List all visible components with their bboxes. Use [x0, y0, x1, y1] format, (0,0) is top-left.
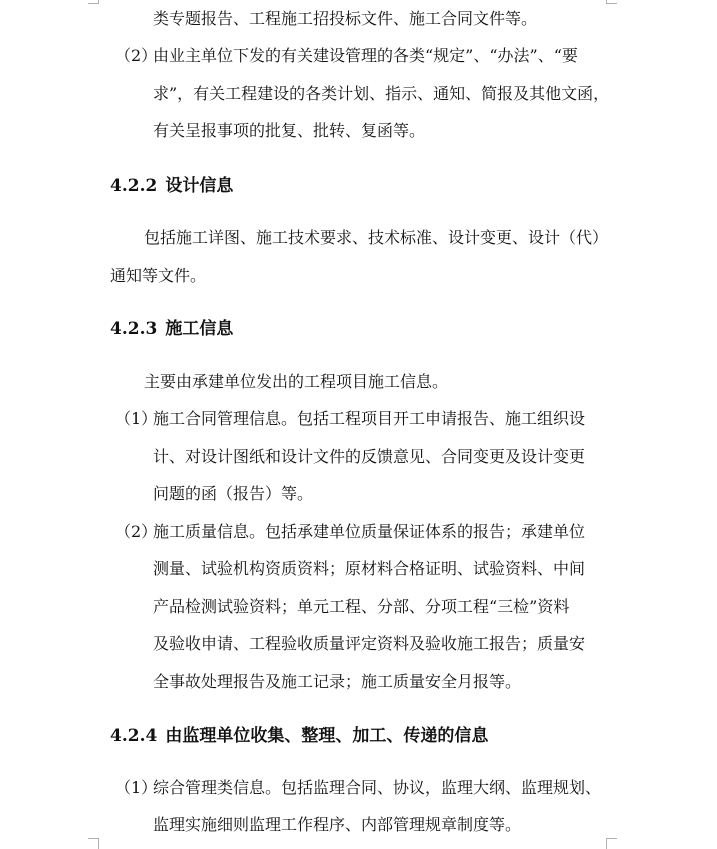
list-item-line: 施工合同管理信息。包括工程项目开工申请报告、施工组织设 [153, 409, 586, 428]
list-item-line: 由业主单位下发的有关建设管理的各类“规定”、“办法”、“要 [153, 46, 578, 65]
list-item-line: 有关呈报事项的批复、批转、复函等。 [153, 121, 426, 140]
list-item-line: 综合管理类信息。包括监理合同、协议，监理大纲、监理规划、 [153, 778, 602, 797]
paragraph-line: 通知等文件。 [110, 266, 207, 285]
list-item-line: 监理实施细则监理工作程序、内部管理规章制度等。 [153, 815, 522, 834]
paragraph-line: 包括施工详图、施工技术要求、技术标准、设计变更、设计（代） [144, 228, 609, 247]
list-item-line: 及验收申请、工程验收质量评定资料及验收施工报告；质量安 [153, 634, 586, 653]
list-item-line: 求”，有关工程建设的各类计划、指示、通知、简报及其他文函， [153, 84, 610, 103]
paragraph-intro: 主要由承建单位发出的工程项目施工信息。 [144, 372, 449, 391]
list-item-line: 计、对设计图纸和设计文件的反馈意见、合同变更及设计变更 [153, 447, 586, 466]
list-item-line: 测量、试验机构资质资料；原材料合格证明、试验资料、中间 [153, 559, 586, 578]
list-item-line: 产品检测试验资料；单元工程、分部、分项工程“三检”资料 [153, 597, 570, 616]
heading-4-2-2 [110, 175, 233, 197]
crop-mark-bottom-right [606, 838, 617, 849]
list-number: （2） [115, 46, 158, 65]
list-number: （2） [115, 522, 158, 541]
list-item-line: 施工质量信息。包括承建单位质量保证体系的报告；承建单位 [153, 522, 586, 541]
heading-title: 施工信息 [165, 319, 234, 339]
list-item-line: 全事故处理报告及施工记录；施工质量安全月报等。 [153, 672, 522, 691]
heading-title: 由监理单位收集、整理、加工、传递的信息 [165, 726, 489, 746]
crop-mark-top-left [88, 0, 99, 4]
continuation-line: 类专题报告、工程施工招投标文件、施工合同文件等。 [153, 9, 538, 28]
heading-title: 设计信息 [165, 176, 234, 196]
heading-4-2-3 [110, 318, 233, 340]
heading-4-2-4 [110, 725, 488, 747]
list-number: （1） [115, 409, 158, 428]
list-number: （1） [115, 778, 158, 797]
heading-number: 4.2.4 [110, 726, 158, 746]
list-item-line: 问题的函（报告）等。 [153, 484, 314, 503]
crop-mark-bottom-left [88, 838, 99, 849]
crop-mark-top-right [606, 0, 617, 4]
heading-number: 4.2.3 [110, 319, 158, 339]
heading-number: 4.2.2 [110, 176, 158, 196]
